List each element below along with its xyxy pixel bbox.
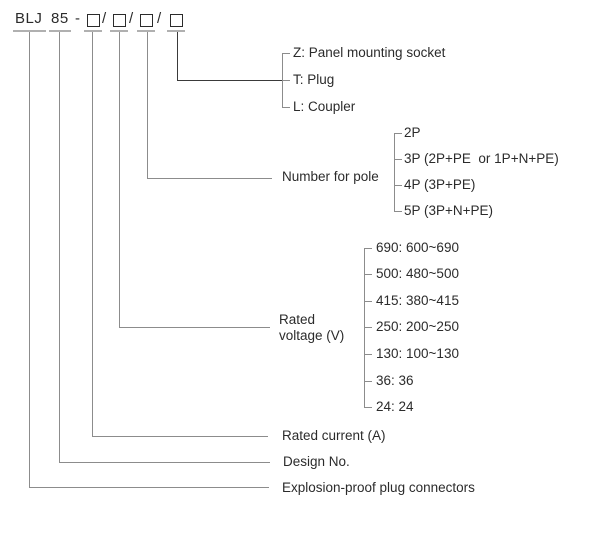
- voltage-option: 24: 24: [376, 399, 414, 414]
- connector-line: [177, 80, 282, 81]
- design-number-text: 85: [51, 10, 69, 27]
- bracket-tick: [364, 407, 372, 408]
- pole-option: 2P: [404, 125, 421, 140]
- voltage-option: 415: 380~415: [376, 293, 459, 308]
- placeholder-box-voltage: [113, 14, 126, 27]
- bracket-tick: [282, 80, 290, 81]
- bracket-line: [364, 248, 365, 408]
- voltage-option: 690: 600~690: [376, 240, 459, 255]
- underline: [137, 30, 155, 32]
- voltage-label: [279, 312, 344, 344]
- connector-line: [29, 32, 30, 488]
- voltage-label-line1: Rated: [279, 312, 316, 327]
- design-no-label: Design No.: [283, 454, 350, 469]
- connector-line: [59, 32, 60, 462]
- current-label: Rated current (A): [282, 428, 386, 443]
- placeholder-box-pole: [140, 14, 153, 27]
- model-series-text: BLJ: [15, 10, 43, 27]
- voltage-option: 250: 200~250: [376, 319, 459, 334]
- slash-separator: /: [157, 10, 162, 27]
- mount-type-option: L: Coupler: [293, 99, 356, 114]
- pole-option: 3P (2P+PE or 1P+N+PE): [404, 151, 559, 166]
- separator-dash: -: [75, 10, 81, 27]
- voltage-option: 36: 36: [376, 373, 414, 388]
- pole-label: Number for pole: [282, 169, 379, 184]
- connector-line: [92, 32, 93, 437]
- bracket-tick: [364, 354, 372, 355]
- connector-line: [177, 32, 178, 81]
- voltage-label-line2: voltage (V): [279, 328, 345, 343]
- bracket-tick: [282, 53, 290, 54]
- bracket-tick: [394, 133, 402, 134]
- placeholder-box-mount-type: [170, 14, 183, 27]
- underline: [167, 30, 185, 32]
- bracket-tick: [364, 301, 372, 302]
- voltage-option: 130: 100~130: [376, 346, 459, 361]
- underline: [84, 30, 102, 32]
- pole-option: 5P (3P+N+PE): [404, 203, 494, 218]
- bracket-tick: [364, 274, 372, 275]
- connector-line: [29, 487, 269, 488]
- slash-separator: /: [102, 10, 107, 27]
- bracket-tick: [394, 211, 402, 212]
- connector-line: [119, 32, 120, 328]
- placeholder-box-current: [87, 14, 100, 27]
- voltage-option: 500: 480~500: [376, 266, 459, 281]
- slash-separator: /: [129, 10, 134, 27]
- connector-line: [92, 436, 268, 437]
- product-label: Explosion-proof plug connectors: [282, 480, 475, 495]
- bracket-tick: [364, 381, 372, 382]
- connector-line: [147, 178, 272, 179]
- connector-line: [147, 32, 148, 179]
- mount-type-option: Z: Panel mounting socket: [293, 45, 446, 60]
- bracket-tick: [394, 159, 402, 160]
- bracket-line: [394, 133, 395, 212]
- connector-line: [59, 462, 270, 463]
- bracket-tick: [364, 248, 372, 249]
- pole-option: 4P (3P+PE): [404, 177, 476, 192]
- bracket-tick: [394, 185, 402, 186]
- underline: [49, 30, 71, 32]
- connector-line: [119, 327, 270, 328]
- mount-type-option: T: Plug: [293, 72, 335, 87]
- bracket-tick: [364, 327, 372, 328]
- bracket-tick: [282, 107, 290, 108]
